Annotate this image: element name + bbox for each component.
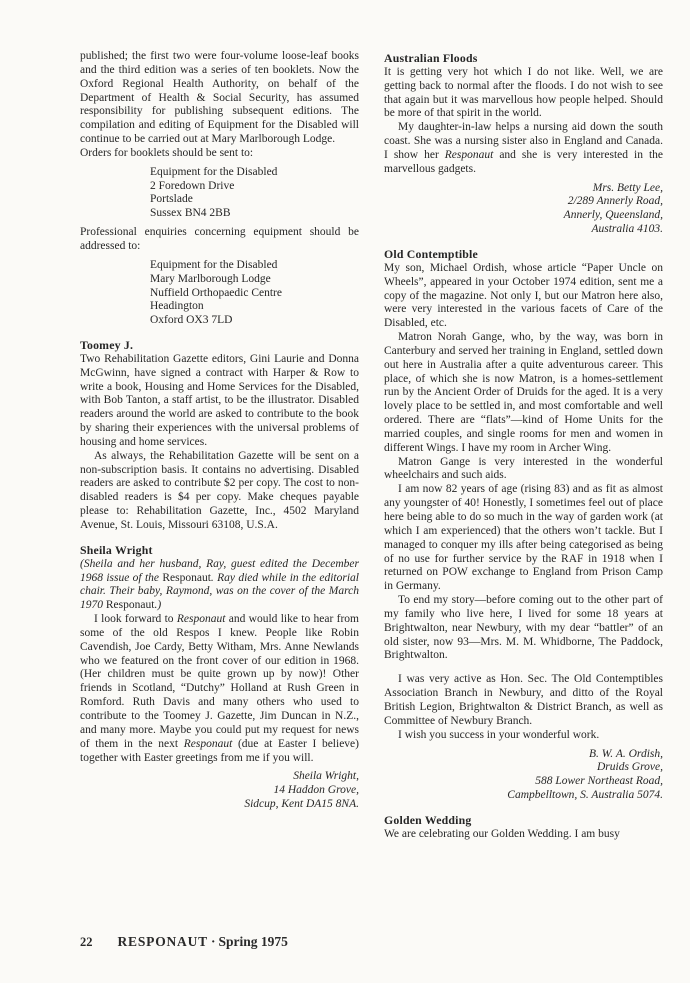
signature-line: 14 Haddon Grove, [273, 784, 359, 797]
text-run: To end my story—before coming out to the other part of my family who live here, I lived for some 18 years at Brightwalton, near Newbury, with my dear “battler” of an old sister, now 93—Mrs. M. M. Whidborne, The Paddock, Brightwalton. [384, 594, 663, 662]
text-run: I was very active as Hon. Sec. The Old Contemptibles Association Branch in Newbury, and ditto of the Royal British Legion, Brightwalton & District Branch, as well as Committee of Newbury Branch. [384, 673, 663, 727]
paragraph [384, 594, 663, 663]
text-run: .) [154, 599, 162, 612]
section-heading: Old Contemptible [384, 246, 478, 261]
section-heading: Toomey J. [80, 338, 134, 353]
emphasized-text: Responaut [183, 737, 233, 750]
emphasized-text: Responaut [162, 571, 211, 584]
signature-line: 588 Lower Northeast Road, [535, 775, 663, 788]
paragraph [384, 331, 663, 456]
emphasized-text: Responaut [176, 613, 226, 626]
text-run: I wish you success in your wonderful work. [398, 728, 600, 741]
emphasized-text: Responaut [105, 599, 155, 612]
paragraph [80, 50, 359, 147]
magazine-title: RESPONAUT [117, 934, 208, 949]
text-run: published; the first two were four-volume loose-leaf books and the third edition was a series of ten booklets. Now the Oxford Regional Health Authority, on behalf of the Department of Health & Social Security, has assumed responsibility for publishing subsequent editions. The compilation and editing of Equipment for the Disabled will continue to be carried out at Mary Marlborough Lodge. [80, 50, 359, 146]
text-run: Professional enquiries concerning equipment should be addressed to: [80, 226, 359, 252]
emphasized-text: Responaut [444, 148, 494, 161]
signature-block [80, 770, 359, 812]
text-run: and would like to hear from some of the old Respos I knew. People like Robin Cavendish, Joe Cardy, Betty Witham, Mrs. Anne Newlands who we featured on the front cover of our edition in 1968. (Her children must be quite grown up by now)! Other friends in Scotland, “Dutchy” Holland at Rush Green in Romford. Ruth Davis and many others who used to contribute to the Toomey J. Gazette, Jim Duncan in N.Z., and many more. Maybe you could put my request for news of them in the next [80, 613, 359, 750]
text-run: I look forward to [94, 613, 177, 626]
page-number: 22 [80, 935, 93, 949]
paragraph [384, 262, 663, 331]
text-run: Matron Gange is very interested in the wonderful wheelchairs and such aids. [384, 455, 663, 482]
footer-separator: · [210, 934, 216, 949]
address-line: Nuffield Orthopaedic Centre [150, 286, 282, 299]
paragraph [384, 828, 663, 842]
section-heading: Sheila Wright [80, 542, 153, 557]
address-line: 2 Foredown Drive [150, 179, 235, 192]
paragraph [384, 673, 663, 728]
signature-line: Sidcup, Kent DA15 8NA. [244, 798, 359, 811]
section-heading: Australian Floods [384, 51, 478, 65]
signature-line: Campbelltown, S. Australia 5074. [507, 789, 663, 802]
signature-line: Annerly, Queensland, [563, 209, 663, 222]
right-column [384, 50, 663, 842]
text-run: Matron Norah Gange, who, by the way, was born in Canterbury and served her training in England, settled down out here in Australia after a quite adventurous career. This place, of which she is now Matron, is a homes-settlement run by the Ancient Order of Druids for the aged. It is a very lovely place to be settled in, and most comfortable and well ordered. There are “flats”—kind of Home Units for the married couples, and single rooms for men and women in different Wings. I have my room in Archer Wing. [384, 331, 663, 454]
address-line: Sussex BN4 2BB [150, 207, 231, 220]
address-block [80, 166, 359, 221]
paragraph [384, 121, 663, 176]
page-footer [80, 933, 288, 951]
editorial-note [80, 558, 359, 613]
left-column [80, 50, 359, 821]
address-line: Equipment for the Disabled [150, 165, 278, 178]
signature-block [384, 182, 663, 237]
address-line: Oxford OX3 7LD [150, 314, 233, 327]
paragraph [80, 147, 359, 161]
paragraph [80, 613, 359, 765]
address-line: Headington [150, 300, 204, 313]
section-heading: Golden Wedding [384, 812, 472, 827]
signature-block [384, 748, 663, 803]
paragraph [80, 226, 359, 254]
text-run: and she is very interested in the marvellous gadgets. [384, 148, 663, 175]
paragraph [80, 450, 359, 533]
signature-line: B. W. A. Ordish, [588, 747, 663, 760]
text-run: My son, Michael Ordish, whose article “Paper Uncle on Wheels”, appeared in your October 1974 edition, sent me a copy of the magazine. Not only I, but our Matron here also, were very interested in the various facets of Care of the Disabled, etc. [384, 261, 663, 330]
text-run: . Ray died while in the editorial chair. Their baby, Raymond, was on the cover of the March 1970 [80, 571, 359, 612]
signature-line: Australia 4103. [591, 223, 663, 236]
address-line: Equipment for the Disabled [150, 258, 278, 271]
paragraph [384, 66, 663, 121]
text-run: Two Rehabilitation Gazette editors, Gini Laurie and Donna McGwinn, have signed a contract with Harper & Row to write a book, Housing and Home Services for the Disabled, with Bob Tanton, a staff artist, to be the illustrator. Disabled readers around the world are asked to contribute to the book by sharing their experiences with the universal problems of housing and home services. [80, 352, 359, 448]
paragraph [384, 729, 663, 743]
signature-line: 2/289 Annerly Road, [567, 195, 663, 208]
text-run: We are celebrating our Golden Wedding. I am busy [384, 827, 620, 840]
address-line: Portslade [150, 193, 193, 206]
signature-line: Druids Grove, [596, 761, 663, 774]
address-line: Mary Marlborough Lodge [150, 272, 271, 285]
text-run: It is getting very hot which I do not like. Well, we are getting back to normal after the floods. I do not wish to see that again but it was marvellous how people helped. Should be more of that spirit in the world. [384, 65, 663, 120]
text-run: I am now 82 years of age (rising 83) and as fit as almost any youngster of 40! Honestly, I sometimes feel out of place here being able to do so much in the way of garden work (at which I am experienced) that the others won’t tackle. But I managed to conquer my ills after being categorised as being of no use for further service by the RAF in 1918 when I returned on POW exchange to England from Prison Camp in Germany. [384, 483, 663, 593]
paragraph [80, 353, 359, 450]
text-run: (due at Easter I believe) together with Easter greetings from me if you will. [80, 737, 359, 764]
address-block [80, 259, 359, 328]
text-run: My daughter-in-law helps a nursing aid down the south coast. She was a nursing sister also in England and Canada. I show her [384, 121, 663, 161]
text-run: (Sheila and her husband, Ray, guest edited the December 1968 issue of the [80, 557, 359, 584]
paragraph [384, 456, 663, 484]
text-run: As always, the Rehabilitation Gazette will be sent on a non-subscription basis. It contains no advertising. Disabled readers are asked to contribute $2 per copy. The cost to non-disabled readers is $4 per copy. Make cheques payable please to: Rehabilitation Gazette, Inc., 4502 Maryland Avenue, St. Louis, Missouri 63108, U.S.A. [80, 449, 359, 531]
signature-line: Mrs. Betty Lee, [592, 181, 663, 194]
signature-line: Sheila Wright, [293, 770, 359, 783]
issue-label: Spring 1975 [218, 934, 288, 949]
text-run: Orders for booklets should be sent to: [80, 146, 254, 159]
paragraph [384, 483, 663, 594]
